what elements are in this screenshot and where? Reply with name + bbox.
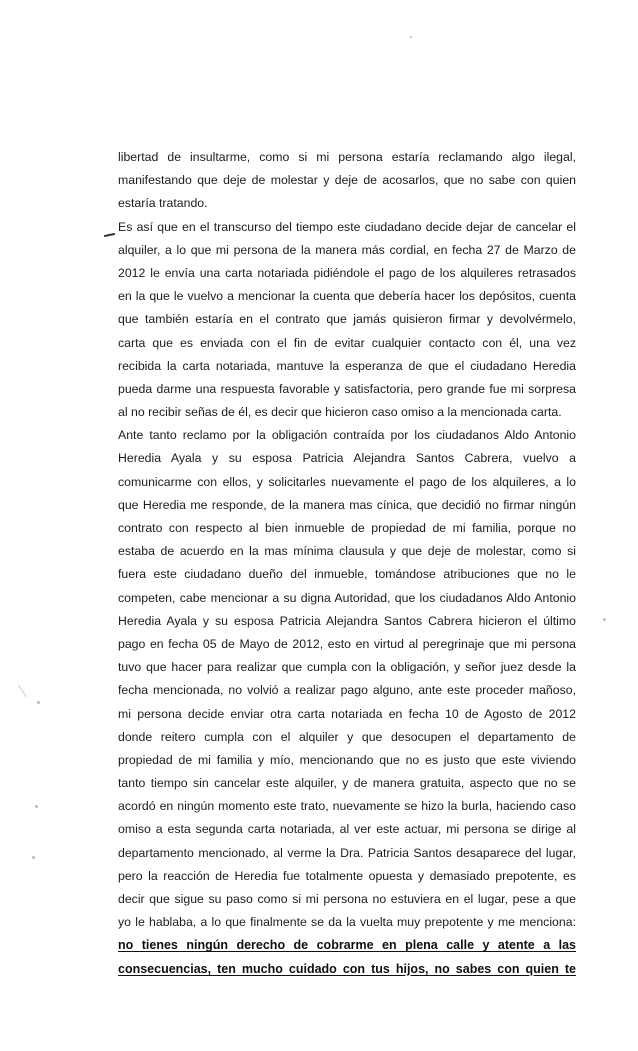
- emphasized-quote-line: no tienes ningún derecho de cobrarme en plena calle y atente a las: [118, 938, 576, 953]
- text-line: Heredia Ayala y su esposa Patricia Alejandra Santos Cabrera hicieron el último: [118, 613, 576, 628]
- scan-artifact: [35, 805, 38, 808]
- text-line: tuvo que hacer para realizar que cumpla con la obligación, y señor juez desde la: [118, 660, 576, 675]
- text-line: comunicarme con ellos, y solicitarles nuevamente el pago de los alquileres, a lo: [118, 474, 576, 489]
- text-line: libertad de insultarme, como si mi persona estaría reclamando algo ilegal,: [118, 150, 576, 164]
- text-line: propiedad de mi familia y mío, mencionando que no es justo que este viviendo: [118, 752, 576, 767]
- text-line: pago en fecha 05 de Mayo de 2012, esto en virtud al peregrinaje que mi persona: [118, 636, 576, 651]
- text-line: Heredia Ayala y su esposa Patricia Alejandra Santos Cabrera, vuelvo a: [118, 451, 576, 466]
- text-line: al no recibir señas de él, es decir que hicieron caso omiso a la mencionada carta.: [118, 405, 562, 420]
- text-line: yo le hablaba, a lo que finalmente se da la vuelta muy prepotente y me menciona:: [118, 915, 576, 930]
- text-line: carta que es enviada con el fin de evitar cualquier contacto con él, una vez: [118, 335, 576, 350]
- body-text: [118, 146, 576, 981]
- text-line: recibida la carta notariada, mantuve la esperanza de que el ciudadano Heredia: [118, 358, 576, 373]
- scan-artifact: [32, 856, 35, 859]
- text-line: competen, cabe mencionar a su digna Autoridad, que los ciudadanos Aldo Antonio: [118, 590, 576, 605]
- text-line: decir que sigue su paso como si mi persona no estuviera en el lugar, pese a que: [118, 892, 576, 906]
- text-line: 2012 le envía una carta notariada pidiéndole el pago de los alquileres retrasados: [118, 265, 576, 280]
- text-line: fuera este ciudadano dueño del inmueble, tomándose atribuciones que no le: [118, 567, 576, 582]
- text-line: estaba de acuerdo en la mas mínima clausula y que deje de molestar, como si: [118, 544, 576, 559]
- scan-artifact: [18, 685, 27, 697]
- text-line: Es así que en el transcurso del tiempo este ciudadano decide dejar de cancelar el: [118, 219, 576, 234]
- margin-mark: [104, 233, 115, 237]
- text-line: manifestando que deje de molestar y deje de acosarlos, que no sabe con quien: [118, 173, 576, 188]
- text-line: alquiler, a lo que mi persona de la manera más cordial, en fecha 27 de Marzo de: [118, 242, 576, 257]
- text-line: omiso a esta segunda carta notariada, al ver este actuar, mi persona se dirige al: [118, 822, 576, 837]
- text-line: acordó en ningún momento este trato, nuevamente se hizo la burla, haciendo caso: [118, 799, 576, 814]
- scan-artifact: [603, 618, 606, 621]
- text-line: pueda darme una respuesta favorable y satisfactoria, pero grande fue mi sorpresa: [118, 381, 576, 396]
- scan-artifact: [410, 36, 412, 38]
- text-line: Ante tanto reclamo por la obligación contraída por los ciudadanos Aldo Antonio: [118, 428, 576, 443]
- scan-artifact: [37, 701, 40, 704]
- text-line: que Heredia me responde, de la manera mas cínica, que decidió no firmar ningún: [118, 497, 576, 512]
- text-line: donde reitero cumpla con el alquiler y que desocupen el departamento de: [118, 729, 576, 744]
- text-line: pero la reacción de Heredia fue totalmente opuesta y demasiado prepotente, es: [118, 868, 576, 883]
- text-line: en la que le vuelvo a mencionar la cuenta que debería hacer los depósitos, cuenta: [118, 289, 576, 304]
- text-line: mi persona decide enviar otra carta notariada en fecha 10 de Agosto de 2012: [118, 706, 576, 721]
- text-line: tanto tiempo sin cancelar este alquiler, y de manera gratuita, aspecto que no se: [118, 776, 576, 791]
- text-line: fecha mencionada, no volvió a realizar pago alguno, ante este proceder mañoso,: [118, 683, 576, 698]
- text-line: contrato con respecto al bien inmueble de propiedad de mi familia, porque no: [118, 521, 576, 535]
- text-line: departamento mencionado, al verme la Dra. Patricia Santos desaparece del lugar,: [118, 845, 576, 860]
- emphasized-quote-line: consecuencias, ten mucho cuidado con tus hijos, no sabes con quien te: [118, 961, 576, 976]
- text-line: estaría tratando.: [118, 196, 208, 211]
- text-line: que también estaría en el contrato que jamás quisieron firmar y devolvérmelo,: [118, 312, 576, 327]
